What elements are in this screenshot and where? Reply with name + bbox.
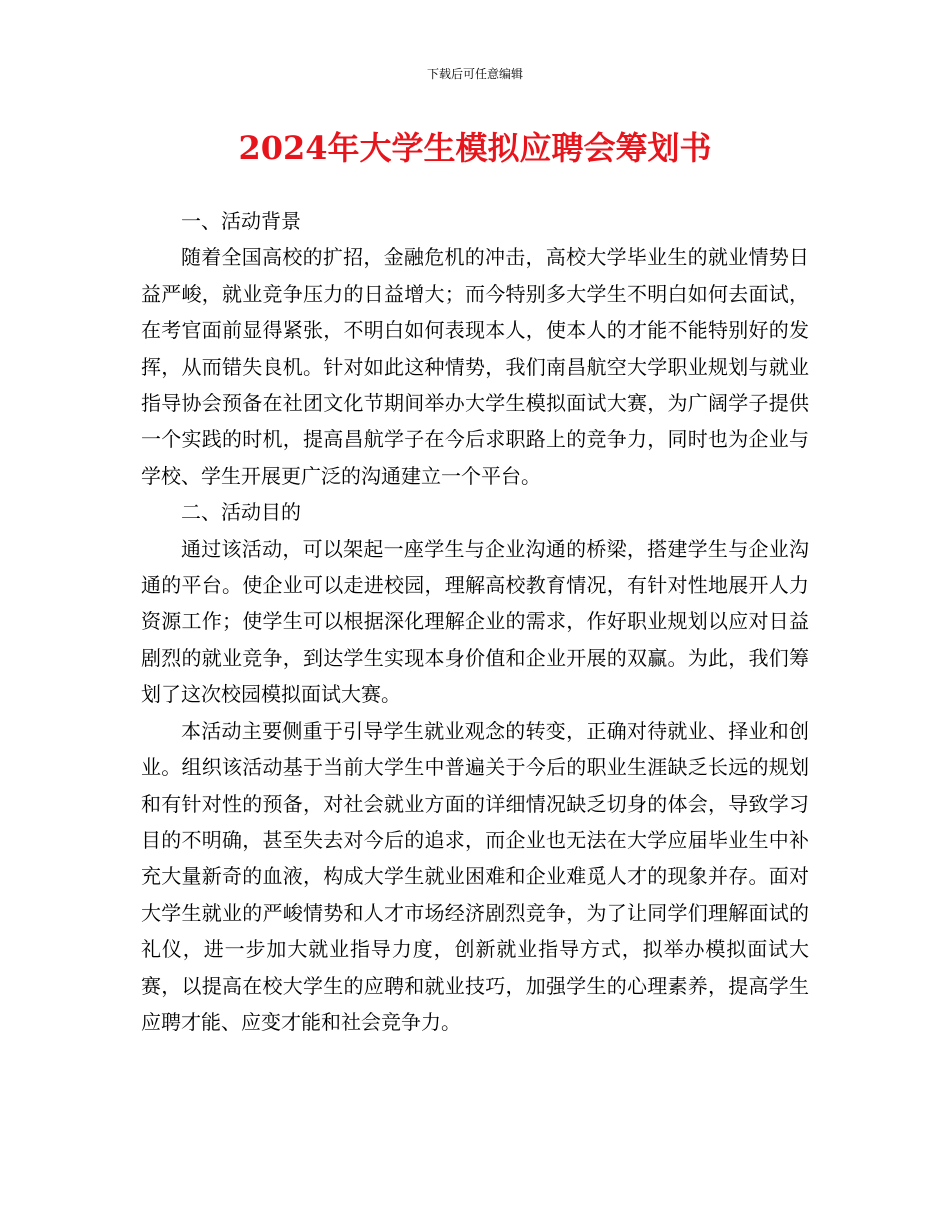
paragraph-purpose-2: 本活动主要侧重于引导学生就业观念的转变，正确对待就业、择业和创业。组织该活动基于当前大学生中普遍关于今后的职业生涯缺乏长远的规划和有针对性的预备，对社会就业方面的详细情况缺乏切身的体会，导致学习目的不明确，甚至失去对今后的追求，而企业也无法在大学应届毕业生中补充大量新奇的血液，构成大学生就业困难和企业难觅人才的现象并存。面对大学生就业的严峻情势和人才市场经济剧烈竞争，为了让同学们理解面试的礼仪，进一步加大就业指导力度，创新就业指导方式，拟举办模拟面试大赛，以提高在校大学生的应聘和就业技巧，加强学生的心理素养，提高学生应聘才能、应变才能和社会竞争力。 — [141, 718, 809, 1034]
section-heading-background: 一、活动背景 — [181, 209, 301, 233]
document-title: 2024年大学生模拟应聘会筹划书 — [238, 129, 712, 167]
document-body — [141, 203, 809, 1040]
paragraph-purpose-1: 通过该活动，可以架起一座学生与企业沟通的桥梁，搭建学生与企业沟通的平台。使企业可以走进校园，理解高校教育情况，有针对性地展开人力资源工作；使学生可以根据深化理解企业的需求，作好职业规划以应对日益剧烈的就业竞争，到达学生实现本身价值和企业开展的双赢。为此，我们筹划了这次校园模拟面试大赛。 — [141, 536, 809, 707]
section-heading-purpose: 二、活动目的 — [181, 500, 301, 525]
paragraph-background: 随着全国高校的扩招，金融危机的冲击，高校大学毕业生的就业情势日益严峻，就业竞争压力的日益增大；而今特别多大学生不明白如何去面试，在考官面前显得紧张，不明白如何表现本人，使本人的才能不能特别好的发挥，从而错失良机。针对如此这种情势，我们南昌航空大学职业规划与就业指导协会预备在社团文化节期间举办大学生模拟面试大赛，为广阔学子提供一个实践的时机，提高昌航学子在今后求职路上的竞争力，同时也为企业与学校、学生开展更广泛的沟通建立一个平台。 — [141, 245, 809, 488]
header-note: 下载后可任意编辑 — [426, 67, 523, 81]
